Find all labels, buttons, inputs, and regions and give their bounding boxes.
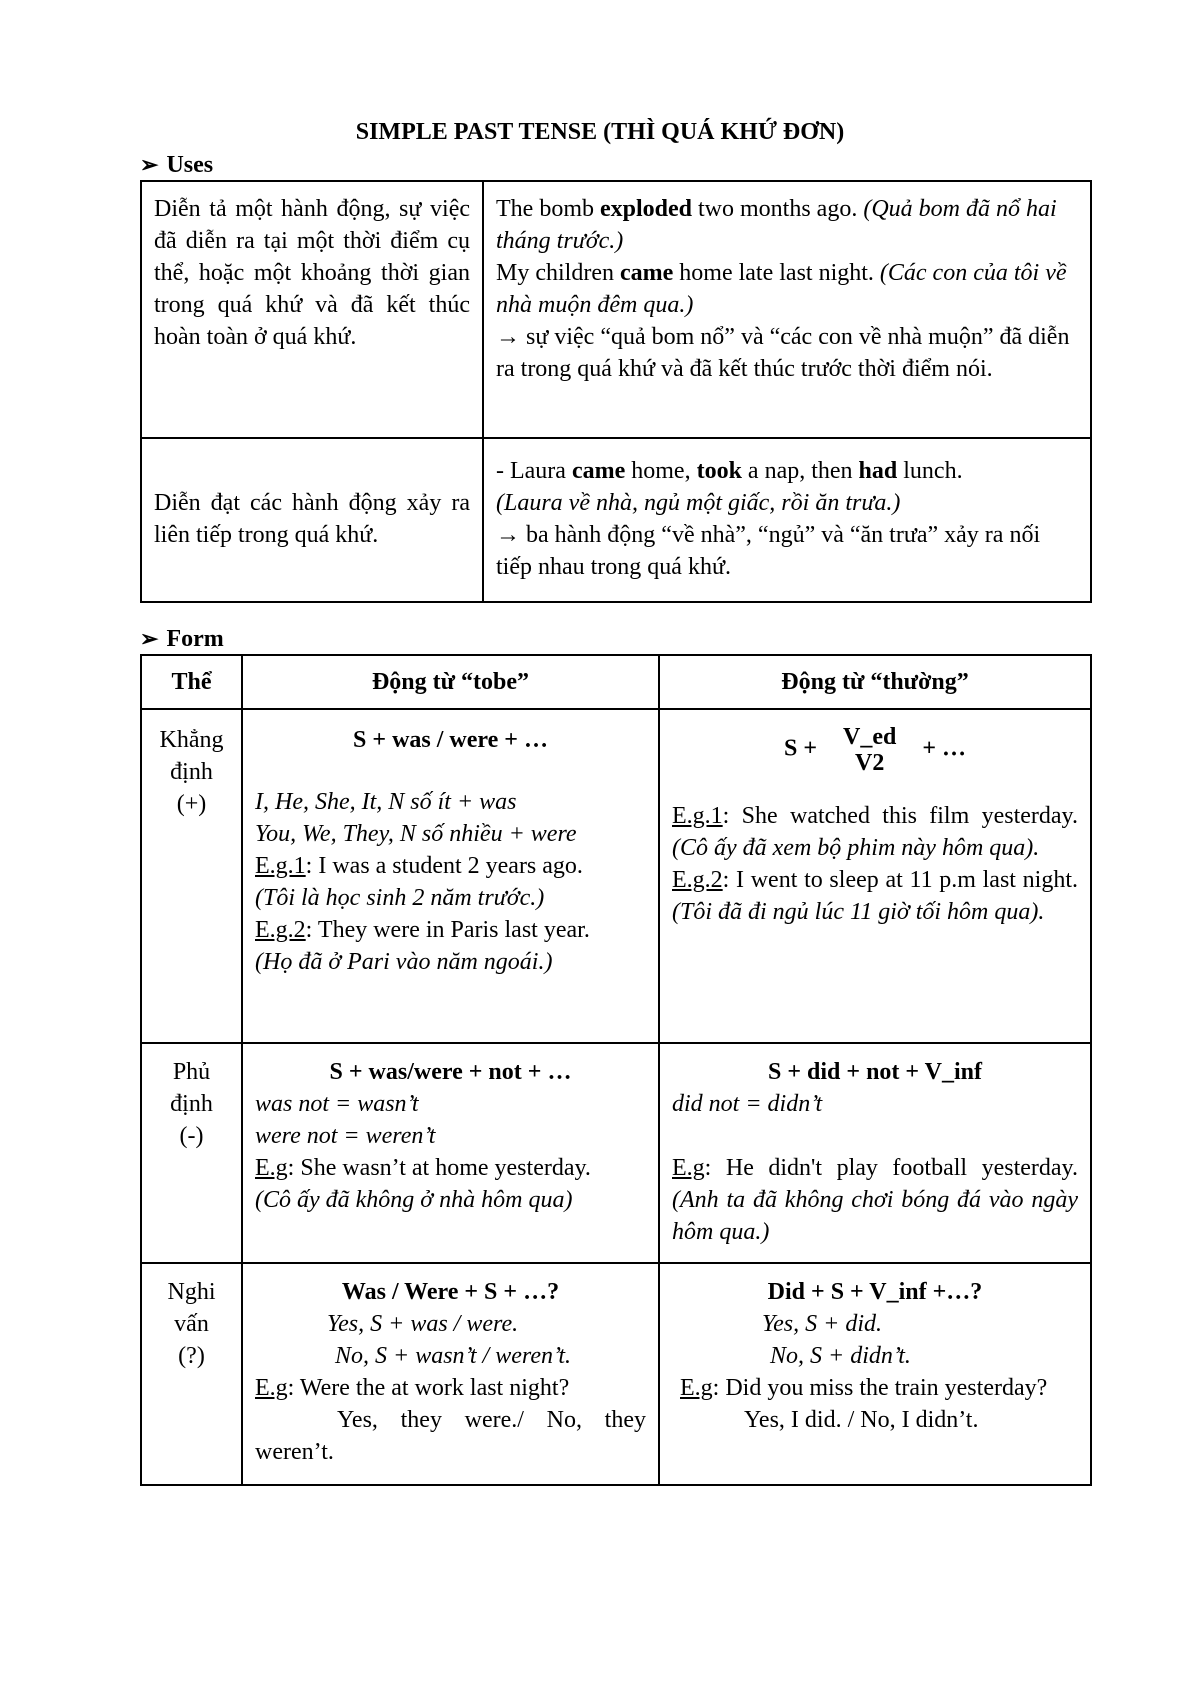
uses-examples (483, 438, 1091, 602)
uses-table (140, 180, 1092, 603)
example: E.g: He didn't play football yesterday. (Anh ta đã không chơi bóng đá vào ngày hôm qua.) (672, 1155, 1078, 1245)
example-answer: Yes, I did. / No, I didn’t. (744, 1407, 979, 1433)
form-row-question (141, 1263, 1091, 1485)
formula: Did + S + V_inf +…? (767, 1279, 983, 1305)
formula: Was / Were + S + …? (341, 1279, 560, 1305)
rule: were not = weren’t (255, 1123, 436, 1149)
example-translation: (Cô ấy đã không ở nhà hôm qua) (255, 1187, 573, 1213)
regular-affirmative (659, 709, 1091, 1043)
tobe-question (242, 1263, 659, 1485)
uses-examples (483, 181, 1091, 438)
form-header-row (141, 655, 1091, 709)
form-row-negative (141, 1043, 1091, 1263)
example-translation: (Họ đã ở Pari vào năm ngoái.) (255, 949, 553, 975)
example-sentence: My children came home late last night. (Các con của tôi về nhà muộn đêm qua.) (496, 260, 1067, 318)
example-note: → sự việc “quả bom nổ” và “các con về nhà muộn” đã diễn ra trong quá khứ và đã kết thúc trước thời điểm nói. (496, 324, 1070, 382)
example-note: → ba hành động “về nhà”, “ngủ” và “ăn trưa” xảy ra nối tiếp nhau trong quá khứ. (496, 522, 1041, 580)
example-sentence: - Laura came home, took a nap, then had lunch. (496, 458, 963, 484)
header-tobe: Động từ “tobe” (242, 655, 659, 709)
form-heading-text: Form (166, 626, 224, 652)
formula: S + was/were + not + … (329, 1059, 572, 1085)
example: E.g: She wasn’t at home yesterday. (255, 1155, 591, 1181)
arrow-bullet-icon: ➢ (140, 626, 159, 651)
answer: No, S + wasn’t / weren’t. (335, 1343, 571, 1369)
header-type: Thể (141, 655, 242, 709)
example: E.g.1: She watched this film yesterday. (Cô ấy đã xem bộ phim này hôm qua). (672, 803, 1078, 861)
regular-question (659, 1263, 1091, 1485)
example: E.g.2: They were in Paris last year. (255, 917, 590, 943)
kind-affirmative: Khẳng định (+) (141, 709, 242, 1043)
example: E.g: Did you miss the train yesterday? (680, 1375, 1048, 1401)
uses-description-text: Diễn đạt các hành động xảy ra liên tiếp trong quá khứ. (154, 490, 470, 548)
rule: did not = didn’t (672, 1091, 823, 1117)
form-row-affirmative (141, 709, 1091, 1043)
regular-negative (659, 1043, 1091, 1263)
answer: No, S + didn’t. (770, 1343, 911, 1369)
example: E.g.2: I went to sleep at 11 p.m last night. (Tôi đã đi ngủ lúc 11 giờ tối hôm qua). (672, 867, 1078, 925)
uses-heading-text: Uses (166, 152, 214, 178)
kind-question: Nghi vấn (?) (141, 1263, 242, 1485)
formula: S + V_ed V2 + … (783, 724, 967, 776)
rule: You, We, They, N số nhiều + were (255, 821, 577, 847)
answer: Yes, S + was / were. (327, 1311, 519, 1337)
answer: Yes, S + did. (762, 1311, 882, 1337)
example-translation: (Tôi là học sinh 2 năm trước.) (255, 885, 545, 911)
example-translation: (Laura về nhà, ngủ một giấc, rồi ăn trưa.) (496, 490, 901, 516)
page-title: SIMPLE PAST TENSE (THÌ QUÁ KHỨ ĐƠN) (355, 119, 845, 145)
example-answer: Yes, they were./ No, they weren’t. (255, 1407, 646, 1465)
uses-description (141, 438, 483, 602)
example: E.g: Were the at work last night? (255, 1375, 570, 1401)
uses-row (141, 181, 1091, 438)
header-regular: Động từ “thường” (659, 655, 1091, 709)
rule: I, He, She, It, N số ít + was (255, 789, 517, 815)
rule: was not = wasn’t (255, 1091, 419, 1117)
uses-description (141, 181, 483, 438)
example: E.g.1: I was a student 2 years ago. (255, 853, 583, 879)
example-sentence: The bomb exploded two months ago. (Quả bom đã nổ hai tháng trước.) (496, 196, 1057, 254)
tobe-negative (242, 1043, 659, 1263)
arrow-bullet-icon: ➢ (140, 152, 159, 177)
form-table (140, 654, 1092, 1486)
formula: S + did + not + V_inf (768, 1059, 982, 1085)
formula: S + was / were + … (353, 727, 548, 753)
uses-row (141, 438, 1091, 602)
kind-negative: Phủ định (-) (141, 1043, 242, 1263)
uses-heading (140, 150, 213, 180)
uses-description-text: Diễn tả một hành động, sự việc đã diễn ra tại một thời điểm cụ thể, hoặc một khoảng thời gian trong quá khứ và đã kết thúc hoàn toàn ở quá khứ. (154, 196, 470, 350)
tobe-affirmative (242, 709, 659, 1043)
form-heading (140, 624, 224, 654)
